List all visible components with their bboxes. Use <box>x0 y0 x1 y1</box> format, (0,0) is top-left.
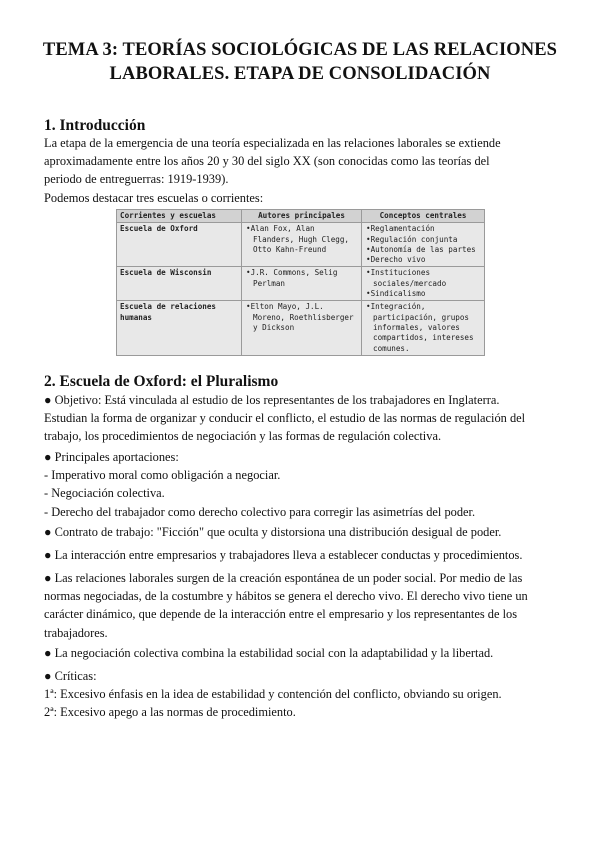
section-2-heading: 2. Escuela de Oxford: el Pluralismo <box>44 373 279 390</box>
contributions-list <box>44 448 560 521</box>
objective-line: Estudian la forma de organizar y conducir el conflicto, el estudio de las normas de regulación del <box>44 411 526 426</box>
concepts-cell: •Instituciones sociales/mercado •Sindicalismo <box>362 267 485 301</box>
school-wisconsin: Escuela de Wisconsin <box>117 267 242 301</box>
concept-item: Reglamentación <box>370 224 435 234</box>
criticism-heading: ● Críticas: <box>44 669 97 683</box>
relations-line: carácter dinámico, que depende de la interacción entre el empresario y los representantes de los <box>44 607 518 622</box>
contribution-item: - Derecho del trabajador como derecho colectivo para corregir las asimetrías del poder. <box>44 504 476 519</box>
concept-item: Sindicalismo <box>370 289 426 299</box>
title-line-2: LABORALES. ETAPA DE CONSOLIDACIÓN <box>109 64 491 84</box>
header-authors: Autores principales <box>242 210 362 223</box>
school-oxford: Escuela de Oxford <box>117 223 242 267</box>
authors-cell: •Elton Mayo, J.L. Moreno, Roethlisberger y Dickson <box>242 301 362 355</box>
schools-table <box>116 209 485 356</box>
intro-line: aproximadamente entre los años 20 y 30 del siglo XX (son conocidas como las teorías del <box>44 154 490 169</box>
relations-line: ● Las relaciones laborales surgen de la creación espontánea de un poder social. Por medio de las <box>44 571 523 585</box>
table-row <box>117 267 485 301</box>
criticism-item: 1ª: Excesivo énfasis en la idea de estabilidad y contención del conflicto, obviando su origen. <box>44 687 502 702</box>
title-line-1: TEMA 3: TEORÍAS SOCIOLÓGICAS DE LAS RELACIONES <box>42 40 558 60</box>
objective-paragraph <box>44 391 560 446</box>
section-1-heading: 1. Introducción <box>44 117 146 134</box>
contributions-heading: ● Principales aportaciones: <box>44 450 179 464</box>
concepts-cell: •Integración, participación, grupos informales, valores compartidos, intereses comunes. <box>362 301 485 355</box>
concept-item: Integración, participación, grupos informales, valores compartidos, intereses comunes. <box>370 302 474 353</box>
authors-wisconsin: J.R. Commons, Selig Perlman <box>250 268 338 288</box>
authors-cell: •J.R. Commons, Selig Perlman <box>242 267 362 301</box>
authors-cell: •Alan Fox, Alan Flanders, Hugh Clegg, Otto Kahn-Freund <box>242 223 362 267</box>
contribution-item: - Negociación colectiva. <box>44 486 165 501</box>
table-row <box>117 301 485 355</box>
criticism-list <box>44 667 560 722</box>
concept-item: Derecho vivo <box>370 255 426 265</box>
contract-paragraph <box>44 523 560 541</box>
concepts-cell: •Reglamentación •Regulación conjunta •Autonomía de las partes •Derecho vivo <box>362 223 485 267</box>
concept-item: Autonomía de las partes <box>370 244 476 254</box>
contribution-item: - Imperativo moral como obligación a negociar. <box>44 468 281 483</box>
relations-paragraph <box>44 569 560 642</box>
school-human-relations: Escuela de relaciones humanas <box>117 301 242 355</box>
objective-line: trabajo, los procedimientos de negociación y las formas de regulación colectiva. <box>44 429 442 444</box>
relations-line: normas negociadas, de la costumbre y hábitos se genera el derecho vivo. El derecho vivo tiene un <box>44 589 528 604</box>
document-title <box>0 38 600 86</box>
intro-line: Podemos destacar tres escuelas o corrientes: <box>44 190 264 205</box>
relations-line: trabajadores. <box>44 625 108 640</box>
negotiation-line: ● La negociación colectiva combina la estabilidad social con la adaptabilidad y la libertad. <box>44 646 494 660</box>
authors-oxford: Alan Fox, Alan Flanders, Hugh Clegg, Otto Kahn-Freund <box>250 224 350 254</box>
concept-item: Instituciones sociales/mercado <box>370 268 447 288</box>
intro-line: periodo de entreguerras: 1919-1939). <box>44 172 229 187</box>
interaction-line: ● La interacción entre empresarios y trabajadores lleva a establecer conductas y procedimientos. <box>44 548 523 562</box>
objective-line: ● Objetivo: Está vinculada al estudio de los representantes de los trabajadores en Inglaterra. <box>44 393 500 407</box>
authors-human-relations: Elton Mayo, J.L. Moreno, Roethlisberger y Dickson <box>250 302 354 332</box>
criticism-item: 2ª: Excesivo apego a las normas de procedimiento. <box>44 705 296 720</box>
negotiation-paragraph <box>44 644 560 662</box>
table-row <box>117 223 485 267</box>
intro-line: La etapa de la emergencia de una teoría especializada en las relaciones laborales se extiende <box>44 136 501 150</box>
header-schools: Corrientes y escuelas <box>117 210 242 223</box>
concept-item: Regulación conjunta <box>370 234 458 244</box>
intro-paragraph <box>44 134 560 207</box>
interaction-paragraph <box>44 546 560 564</box>
header-concepts: Conceptos centrales <box>362 210 485 223</box>
contract-line: ● Contrato de trabajo: "Ficción" que oculta y distorsiona una distribución desigual de poder. <box>44 525 502 539</box>
table-header-row <box>117 210 485 223</box>
